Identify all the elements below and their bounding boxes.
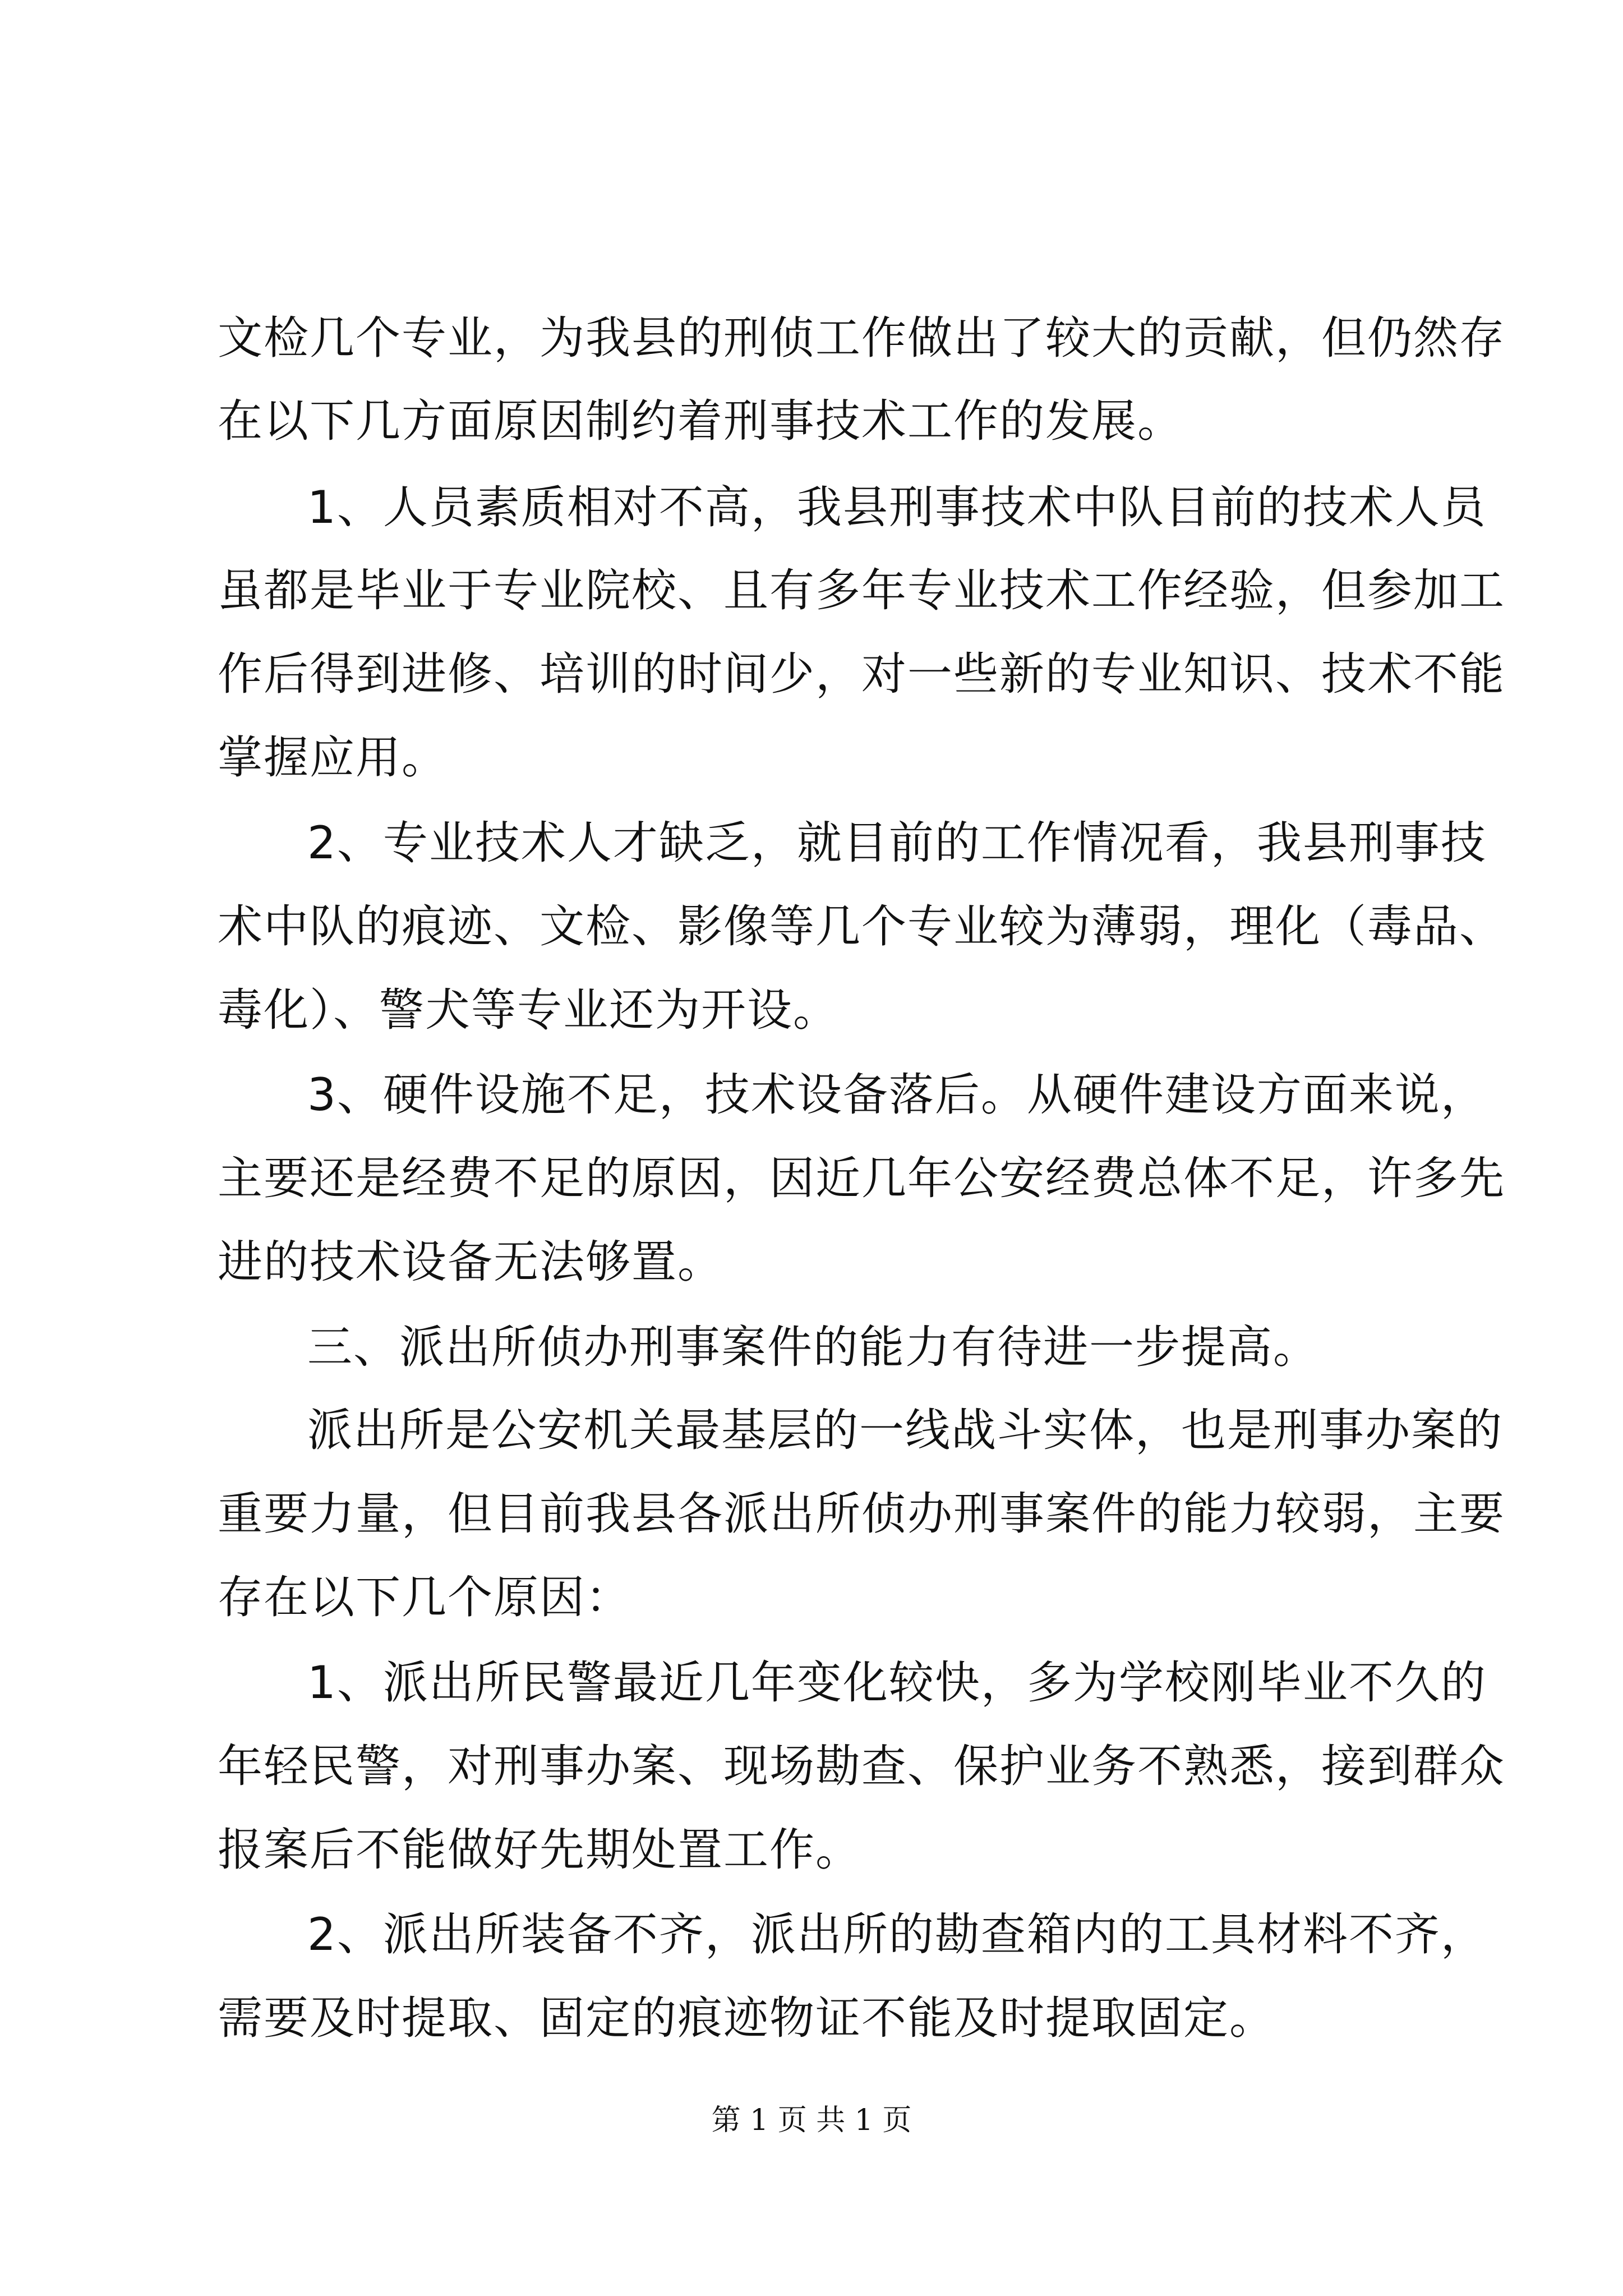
text-line: 毒化）、警犬等专业还为开设。 [218, 984, 839, 1036]
text-line: 掌握应用。 [218, 731, 448, 784]
text-line: 1、人员素质相对不高，我县刑事技术中队目前的技术人员 [307, 481, 1487, 533]
text-line: 2、专业技术人才缺乏，就目前的工作情况看，我县刑事技 [307, 817, 1487, 869]
text-line: 重要力量，但目前我县各派出所侦办刑事案件的能力较弱，主要 [218, 1488, 1505, 1540]
text-line: 术中队的痕迹、文检、影像等几个专业较为薄弱，理化（毒品、 [218, 900, 1505, 953]
section-heading: 三、派出所侦办刑事案件的能力有待进一步提高。 [307, 1321, 1319, 1373]
text-line: 主要还是经费不足的原因，因近几年公安经费总体不足，许多先 [218, 1152, 1505, 1204]
text-line: 报案后不能做好先期处置工作。 [218, 1824, 861, 1876]
text-line: 1、派出所民警最近几年变化较快，多为学校刚毕业不久的 [307, 1657, 1487, 1709]
text-line: 作后得到进修、培训的时间少，对一些新的专业知识、技术不能 [218, 648, 1505, 700]
text-line: 虽都是毕业于专业院校、且有多年专业技术工作经验，但参加工 [218, 564, 1505, 616]
text-line: 年轻民警，对刑事办案、现场勘查、保护业务不熟悉，接到群众 [218, 1740, 1505, 1792]
text-line: 文检几个专业，为我县的刑侦工作做出了较大的贡献，但仍然存 [218, 312, 1505, 364]
text-line: 3、硬件设施不足，技术设备落后。从硬件建设方面来说， [307, 1069, 1487, 1121]
page-number-footer: 第 1 页 共 1 页 [711, 2104, 912, 2137]
text-line: 存在以下几个原因： [218, 1571, 631, 1623]
text-line: 派出所是公安机关最基层的一线战斗实体，也是刑事办案的 [307, 1404, 1503, 1456]
text-line: 需要及时提取、固定的痕迹物证不能及时提取固定。 [218, 1992, 1275, 2044]
text-line: 2、派出所装备不齐，派出所的勘查箱内的工具材料不齐， [307, 1908, 1487, 1961]
text-line: 进的技术设备无法够置。 [218, 1236, 723, 1288]
text-line: 在以下几方面原因制约着刑事技术工作的发展。 [218, 395, 1183, 447]
